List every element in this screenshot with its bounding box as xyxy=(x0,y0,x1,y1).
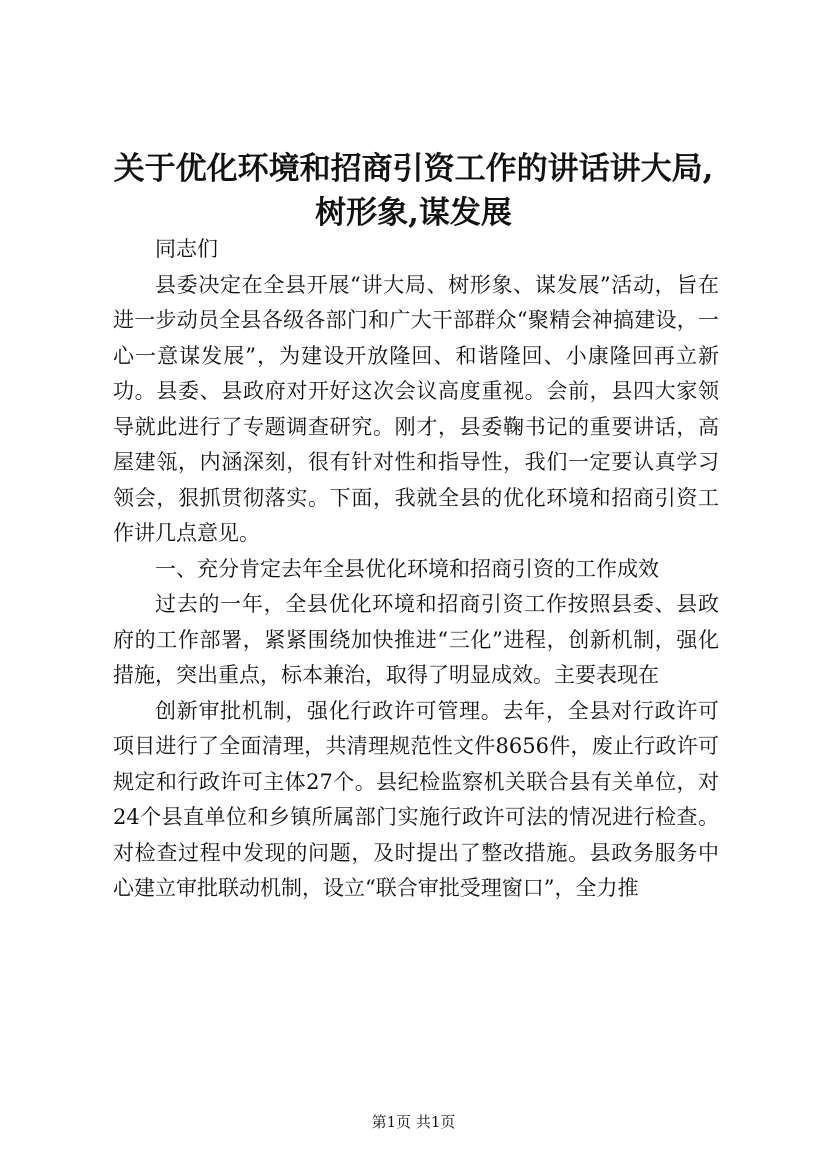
document-title-line-2: 树形象,谋发展 xyxy=(315,195,512,231)
section-heading-1: 一、充分肯定去年全县优化环境和招商引资的工作成效 xyxy=(155,556,659,581)
paragraph-approval: 创新审批机制，强化行政许可管理。去年，全县对行政许可项目进行了全面清理，共清理规范性文件8656件，废止行政许可规定和行政许可主体27个。县纪检监察机关联合县有关单位，对24个县直单位和乡镇所属部门实施行政许可法的情况进行检查。对检查过程中发现的问题，及时提出了整改措施。县政务服务中心建立审批联动机制，设立“联合审批受理窗口”，全力推 xyxy=(113,698,719,900)
document-body xyxy=(113,232,719,907)
paragraph-summary: 过去的一年，全县优化环境和招商引资工作按照县委、县政府的工作部署，紧紧围绕加快推进“三化”进程，创新机制，强化措施，突出重点，标本兼治，取得了明显成效。主要表现在 xyxy=(113,592,719,687)
salutation: 同志们 xyxy=(155,237,218,261)
paragraph-intro: 县委决定在全县开展“讲大局、树形象、谋发展”活动，旨在进一步动员全县各级各部门和广大干部群众“聚精会神搞建设，一心一意谋发展”，为建设开放隆回、和谐隆回、小康隆回再立新功。县委、县政府对开好这次会议高度重视。会前，县四大家领导就此进行了专题调查研究。刚才，县委鞠书记的重要讲话，高屋建瓴，内涵深刻，很有针对性和指导性，我们一定要认真学习领会，狠抓贯彻落实。下面，我就全县的优化环境和招商引资工作讲几点意见。 xyxy=(113,272,719,545)
page-footer: 第1页 共1页 xyxy=(371,1113,456,1131)
document-title-line-1: 关于优化环境和招商引资工作的讲话讲大局, xyxy=(113,151,714,187)
